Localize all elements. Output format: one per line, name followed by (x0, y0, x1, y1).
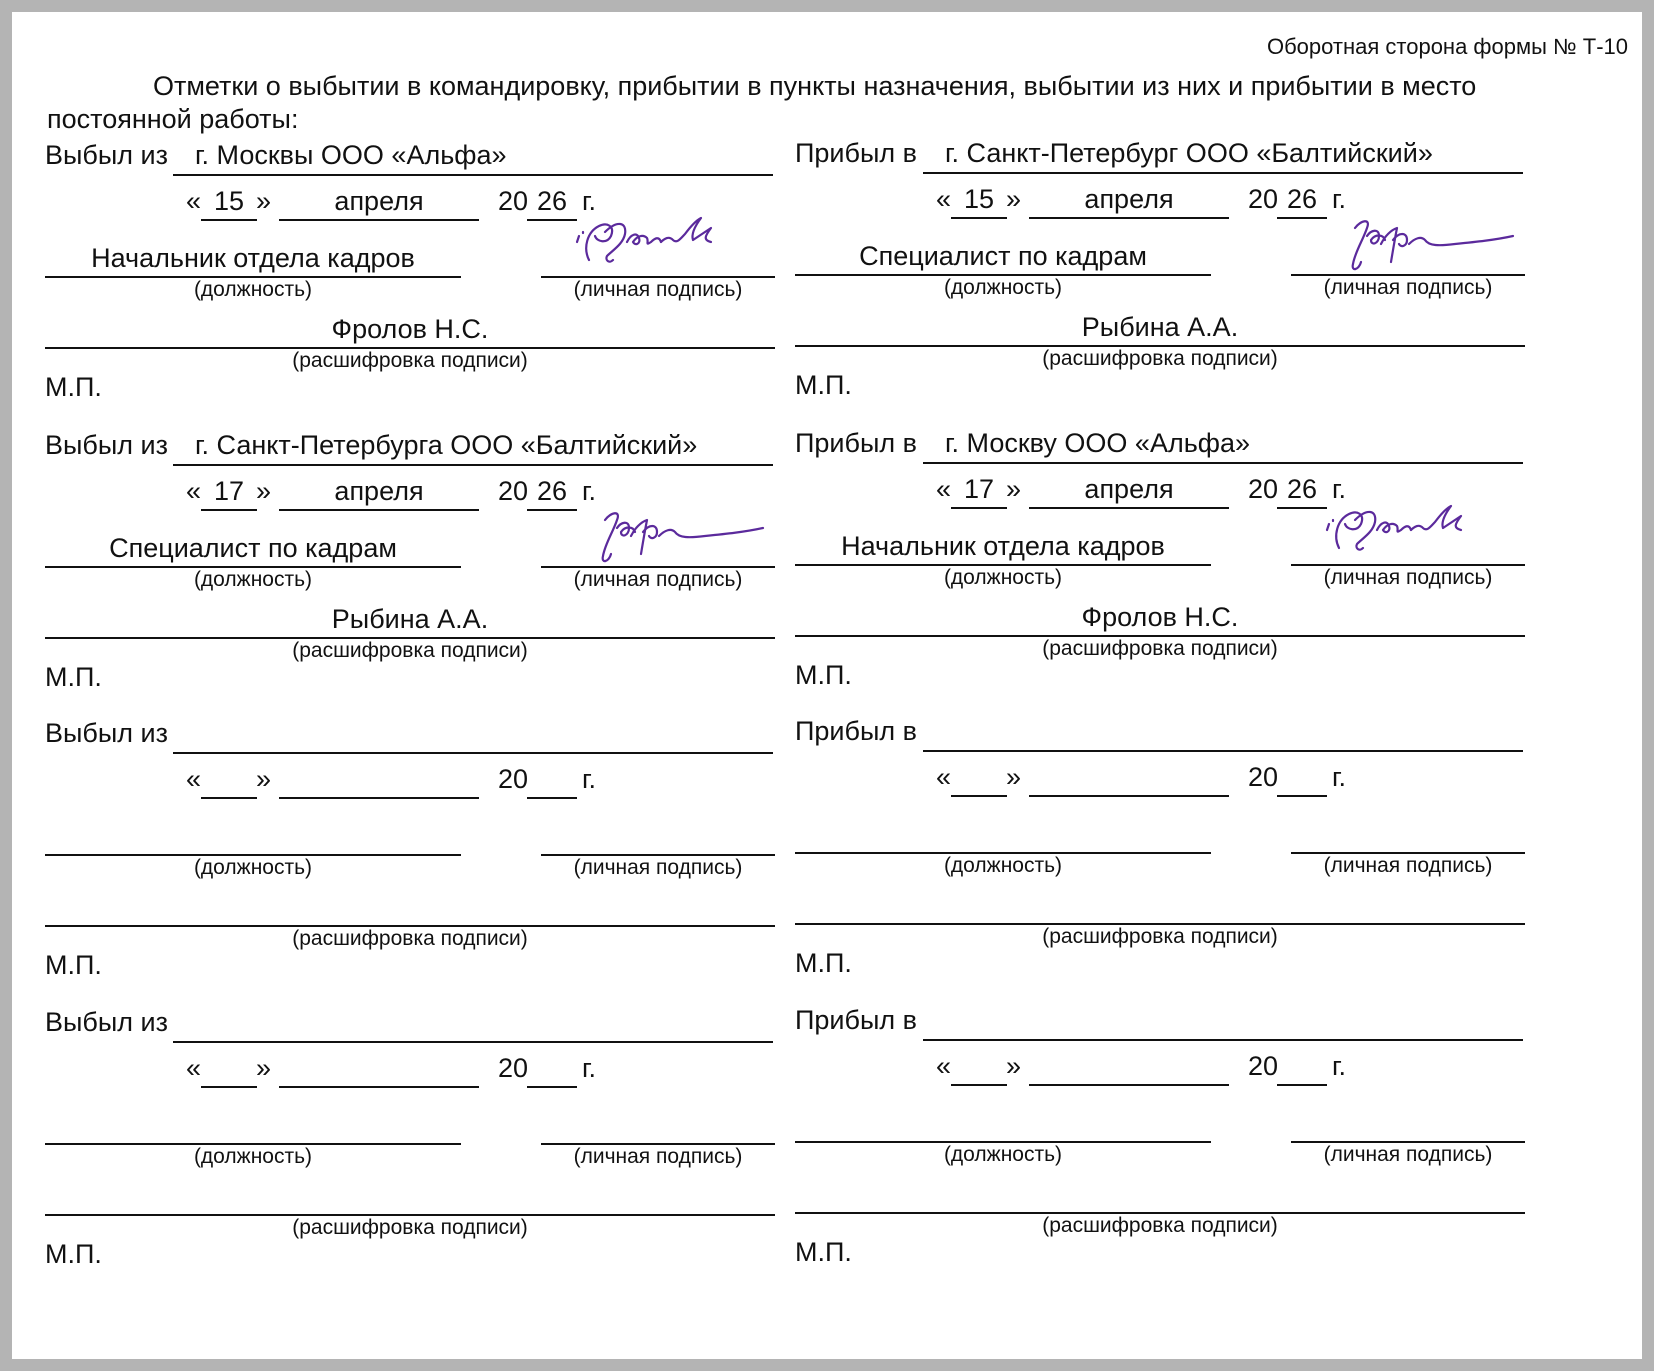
departure-block-3-quote-open: « (186, 764, 202, 794)
arrival-block-3-year-suffix: г. (1332, 762, 1347, 792)
departure-block-2-position[interactable]: Специалист по кадрам (109, 533, 397, 563)
departure-block-2-month-line (279, 509, 479, 511)
arrival-block-2-quote-close: » (1006, 474, 1022, 504)
arrival-block-1-place-line (923, 172, 1523, 174)
arrival-block-3-year-line (1277, 795, 1327, 797)
departure-block-1-month[interactable]: апреля (334, 186, 424, 216)
departure-block-2-year[interactable]: 26 (536, 476, 568, 506)
arrival-block-1-position-caption: (должность) (943, 276, 1063, 299)
arrival-block-2-place-line (923, 462, 1523, 464)
departure-block-3-stamp: М.П. (45, 950, 102, 980)
departure-block-3-year-prefix: 20 (498, 764, 529, 794)
departure-block-4-place-line (173, 1041, 773, 1043)
arrival-block-1-year[interactable]: 26 (1286, 184, 1318, 214)
departure-block-1-day[interactable]: 15 (213, 186, 245, 216)
departure-block-1-signature (565, 212, 765, 282)
arrival-block-1-month-line (1029, 217, 1229, 219)
departure-block-4-year-suffix: г. (582, 1053, 597, 1083)
arrival-block-4-decode-caption: (расшифровка подписи) (1042, 1214, 1278, 1237)
arrival-block-4-signature-caption: (личная подпись) (1323, 1143, 1493, 1166)
arrival-block-3-place-line (923, 750, 1523, 752)
departure-block-2-signature-caption: (личная подпись) (573, 568, 743, 591)
arrival-block-1-signature (1315, 210, 1515, 280)
departure-block-3-signature-caption: (личная подпись) (573, 856, 743, 879)
form-header: Оборотная сторона формы № Т-10 (1266, 34, 1628, 59)
departure-block-2-day[interactable]: 17 (213, 476, 245, 506)
departure-block-2-signatory-name[interactable]: Рыбина А.А. (331, 604, 489, 634)
departure-block-4-decode-caption: (расшифровка подписи) (292, 1216, 528, 1239)
departure-block-4-day-line (201, 1086, 257, 1088)
arrival-block-1-position[interactable]: Специалист по кадрам (859, 241, 1147, 271)
arrival-block-3-signature-caption: (личная подпись) (1323, 854, 1493, 877)
arrival-block-4-year-line (1277, 1084, 1327, 1086)
arrival-block-3-label: Прибыл в (795, 716, 917, 746)
departure-block-2-position-caption: (должность) (193, 568, 313, 591)
departure-block-1-position[interactable]: Начальник отдела кадров (91, 243, 415, 273)
departure-block-3-position-caption: (должность) (193, 856, 313, 879)
departure-block-2-place[interactable]: г. Санкт-Петербурга ООО «Балтийский» (195, 430, 698, 460)
arrival-block-1-month[interactable]: апреля (1084, 184, 1174, 214)
arrival-block-2-label: Прибыл в (795, 428, 917, 458)
arrival-block-3-position-caption: (должность) (943, 854, 1063, 877)
departure-block-3-year-line (527, 797, 577, 799)
arrival-block-2-year-prefix: 20 (1248, 474, 1279, 504)
departure-block-3-label: Выбыл из (45, 718, 169, 748)
departure-block-1-label: Выбыл из (45, 140, 169, 170)
departure-block-1-decode-caption: (расшифровка подписи) (292, 349, 528, 372)
arrival-block-3-quote-close: » (1006, 762, 1022, 792)
departure-block-2-day-line (201, 509, 257, 511)
departure-block-2-year-suffix: г. (582, 476, 597, 506)
arrival-block-2-year-suffix: г. (1332, 474, 1347, 504)
arrival-block-1-day-line (951, 217, 1007, 219)
departure-block-3-day-line (201, 797, 257, 799)
departure-block-2-year-prefix: 20 (498, 476, 529, 506)
intro-text-line2: постоянной работы: (47, 104, 299, 134)
arrival-block-3-stamp: М.П. (795, 948, 852, 978)
arrival-block-1-year-suffix: г. (1332, 184, 1347, 214)
arrival-block-1-stamp: М.П. (795, 370, 852, 400)
arrival-block-2-signature (1315, 500, 1515, 570)
arrival-block-3-decode-caption: (расшифровка подписи) (1042, 925, 1278, 948)
arrival-block-3-quote-open: « (936, 762, 952, 792)
arrival-block-2-position-caption: (должность) (943, 566, 1063, 589)
arrival-block-2-signatory-name[interactable]: Фролов Н.С. (1081, 602, 1239, 632)
arrival-block-1-quote-open: « (936, 184, 952, 214)
arrival-block-2-month-line (1029, 507, 1229, 509)
departure-block-2-place-line (173, 464, 773, 466)
departure-block-1-year-suffix: г. (582, 186, 597, 216)
departure-block-2-quote-open: « (186, 476, 202, 506)
departure-block-3-place-line (173, 752, 773, 754)
departure-block-3-month-line (279, 797, 479, 799)
arrival-block-2-place[interactable]: г. Москву ООО «Альфа» (945, 428, 1251, 458)
departure-block-1-signature-caption: (личная подпись) (573, 278, 743, 301)
arrival-block-2-month[interactable]: апреля (1084, 474, 1174, 504)
departure-block-1-month-line (279, 219, 479, 221)
arrival-block-2-decode-caption: (расшифровка подписи) (1042, 637, 1278, 660)
departure-block-4-position-caption: (должность) (193, 1145, 313, 1168)
departure-block-1-signatory-name[interactable]: Фролов Н.С. (331, 314, 489, 344)
arrival-block-1-place[interactable]: г. Санкт-Петербург ООО «Балтийский» (945, 138, 1433, 168)
arrival-block-1-signature-caption: (личная подпись) (1323, 276, 1493, 299)
arrival-block-1-quote-close: » (1006, 184, 1022, 214)
arrival-block-3-year-prefix: 20 (1248, 762, 1279, 792)
departure-block-1-day-line (201, 219, 257, 221)
departure-block-2-signature (565, 502, 765, 572)
arrival-block-1-year-prefix: 20 (1248, 184, 1279, 214)
form-sheet (12, 12, 1642, 1359)
departure-block-1-position-caption: (должность) (193, 278, 313, 301)
arrival-block-4-position-caption: (должность) (943, 1143, 1063, 1166)
departure-block-4-label: Выбыл из (45, 1007, 169, 1037)
arrival-block-1-decode-caption: (расшифровка подписи) (1042, 347, 1278, 370)
departure-block-1-place-line (173, 174, 773, 176)
departure-block-4-quote-open: « (186, 1053, 202, 1083)
departure-block-1-quote-open: « (186, 186, 202, 216)
departure-block-4-quote-close: » (256, 1053, 272, 1083)
arrival-block-1-day[interactable]: 15 (963, 184, 995, 214)
arrival-block-2-day-line (951, 507, 1007, 509)
departure-block-3-decode-caption: (расшифровка подписи) (292, 927, 528, 950)
arrival-block-3-month-line (1029, 795, 1229, 797)
departure-block-2-decode-caption: (расшифровка подписи) (292, 639, 528, 662)
arrival-block-4-place-line (923, 1039, 1523, 1041)
arrival-block-2-year[interactable]: 26 (1286, 474, 1318, 504)
departure-block-1-quote-close: » (256, 186, 272, 216)
departure-block-3-quote-close: » (256, 764, 272, 794)
departure-block-4-year-line (527, 1086, 577, 1088)
departure-block-1-stamp: М.П. (45, 372, 102, 402)
departure-block-1-year[interactable]: 26 (536, 186, 568, 216)
departure-block-4-year-prefix: 20 (498, 1053, 529, 1083)
arrival-block-4-day-line (951, 1084, 1007, 1086)
arrival-block-2-day[interactable]: 17 (963, 474, 995, 504)
departure-block-4-month-line (279, 1086, 479, 1088)
arrival-block-2-quote-open: « (936, 474, 952, 504)
arrival-block-4-year-prefix: 20 (1248, 1051, 1279, 1081)
arrival-block-4-quote-open: « (936, 1051, 952, 1081)
departure-block-1-place[interactable]: г. Москвы ООО «Альфа» (195, 140, 507, 170)
departure-block-4-signature-caption: (личная подпись) (573, 1145, 743, 1168)
arrival-block-2-signature-caption: (личная подпись) (1323, 566, 1493, 589)
arrival-block-4-quote-close: » (1006, 1051, 1022, 1081)
departure-block-3-year-suffix: г. (582, 764, 597, 794)
departure-block-2-stamp: М.П. (45, 662, 102, 692)
arrival-block-4-month-line (1029, 1084, 1229, 1086)
departure-block-1-year-prefix: 20 (498, 186, 529, 216)
intro-text-line1: Отметки о выбытии в командировку, прибытии в пункты назначения, выбытии из них и прибытии в место (153, 71, 1477, 101)
departure-block-2-label: Выбыл из (45, 430, 169, 460)
arrival-block-4-stamp: М.П. (795, 1237, 852, 1267)
arrival-block-4-label: Прибыл в (795, 1005, 917, 1035)
arrival-block-1-signatory-name[interactable]: Рыбина А.А. (1081, 312, 1239, 342)
departure-block-2-month[interactable]: апреля (334, 476, 424, 506)
departure-block-2-quote-close: » (256, 476, 272, 506)
arrival-block-3-day-line (951, 795, 1007, 797)
arrival-block-2-stamp: М.П. (795, 660, 852, 690)
arrival-block-4-year-suffix: г. (1332, 1051, 1347, 1081)
arrival-block-2-position[interactable]: Начальник отдела кадров (841, 531, 1165, 561)
arrival-block-1-label: Прибыл в (795, 138, 917, 168)
departure-block-4-stamp: М.П. (45, 1239, 102, 1269)
